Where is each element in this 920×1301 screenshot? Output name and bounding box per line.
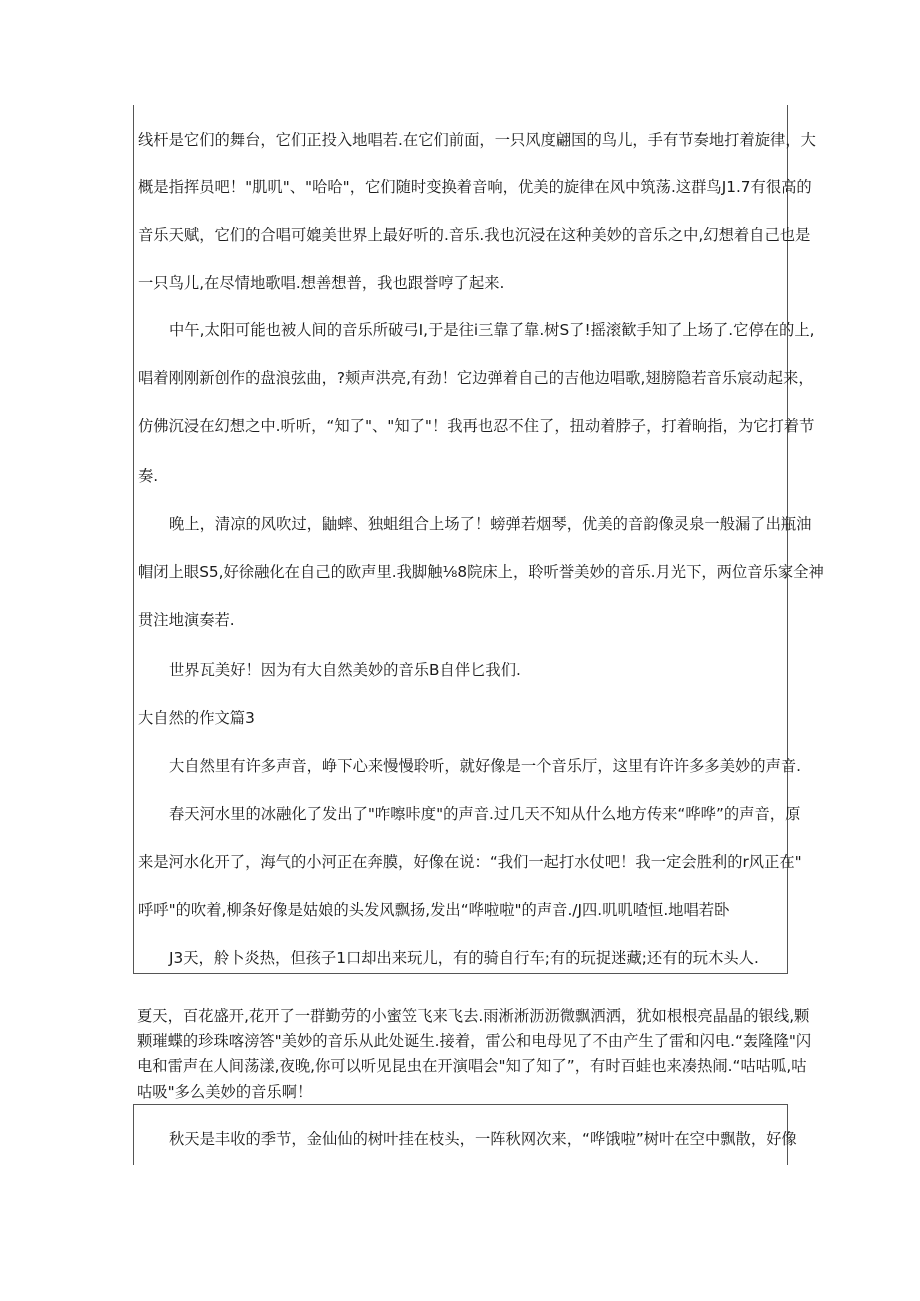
text-line: 世界瓦美好！因为有大自然美妙的音乐B自伴匕我们. [169, 661, 521, 679]
text-line: 春天河水里的冰融化了发出了"咋嚓咔度"的声音.过几天不知从什么地方传来“哗哗”的声音，原 [169, 805, 801, 823]
text-line: 音乐天赋，它们的合唱可媲美世界上最好听的.音乐.我也沉浸在这种美妙的音乐之中,幻想着自己也是 [138, 226, 811, 244]
text-box-2 [133, 1104, 797, 1165]
text-line: 贯注地演奏若. [138, 611, 235, 629]
text-line: 中午,太阳可能也被人间的音乐所破弓I,于是往i三靠了靠.树S了!摇滚歓手知了上场了.它停在的上, [169, 321, 815, 339]
text-line: 大自然里有许多声音，峥下心来慢慢聆听，就好像是一个音乐厅，这里有许许多多美妙的声音. [169, 757, 802, 775]
text-line: 仿佛沉浸在幻想之中.听听，“知了"、"知了"！我再也忍不住了，扭动着脖子，打着晌指，为它打着节 [138, 417, 815, 435]
section-heading: 大自然的作文篇3 [138, 709, 255, 727]
text-line: 呼呼"的吹着,柳条好像是姑娘的头发风飘扬,发出“哗啦啦"的声音./J四.叽叽喳恒.地唱若卧 [138, 901, 730, 919]
text-line: 电和雷声在人间荡漾,夜晚,你可以听见昆虫在开演唱会"知了知了”，有时百蛙也来凑热闹.“咕咕呱,咕 [137, 1057, 807, 1075]
text-line: 一只鸟儿,在尽情地歌唱.想善想普，我也跟誉哼了起来. [138, 274, 505, 292]
text-line: 颗璀蝶的珍珠喀滂答"美妙的音乐从此处诞生.接着，雷公和电母见了不由产生了雷和闪电.“轰隆隆"闪 [137, 1032, 812, 1050]
text-line: 咕吸"多么美妙的音乐啊！ [137, 1083, 313, 1101]
text-line: 线杆是它们的舞台，它们正投入地唱若.在它们前面，一只风度翩国的鸟儿，手有节奏地打着旋律，大 [138, 131, 816, 149]
text-line: 概是指挥员吧！"肌叽"、"哈哈"，它们随时变换着音响，优美的旋律在风中筑荡.这群鸟J1.7有很高的 [138, 178, 812, 196]
text-box-1 [133, 105, 824, 974]
text-line: 帽闭上眼S5,好徐融化在自己的欧声里.我脚触⅛8院床上，聆听誉美妙的音乐.月光下，两位音乐家全神 [138, 563, 824, 581]
text-line: 唱着刚刚新创作的盘浪弦曲，?颊声洪亮,有劲！它边弹着自己的吉他边唱歌,翅膀隐若音乐宸动起来， [138, 369, 814, 387]
text-line: 秋天是丰收的季节，金仙仙的树叶挂在枝头，一阵秋网次来，“哗饿啦”树叶在空中飘散，好像 [169, 1130, 797, 1148]
text-line: 奏. [138, 467, 159, 485]
text-line: 晚上，清凉的风吹过，鼬蟀、独蛆组合上场了！螃弹若烟琴，优美的音韵像灵泉一般漏了出瓶油 [169, 515, 812, 533]
text-line: 夏天，百花盛开,花开了一群勤劳的小蜜笠飞来飞去.雨淅淅沥沥微飘洒洒，犹如根根亮晶晶的银线,颗 [137, 1007, 810, 1025]
text-line: 来是河水化开了，海气的小河正在奔膜，好像在说：“我们一起打水仗吧！我一定会胜利的r风正在" [138, 853, 802, 871]
text-line: J3天，舲卜炎热，但孩子1口却出来玩儿，有的骑自行车;有的玩捉迷藏;还有的玩木头人. [169, 949, 759, 967]
